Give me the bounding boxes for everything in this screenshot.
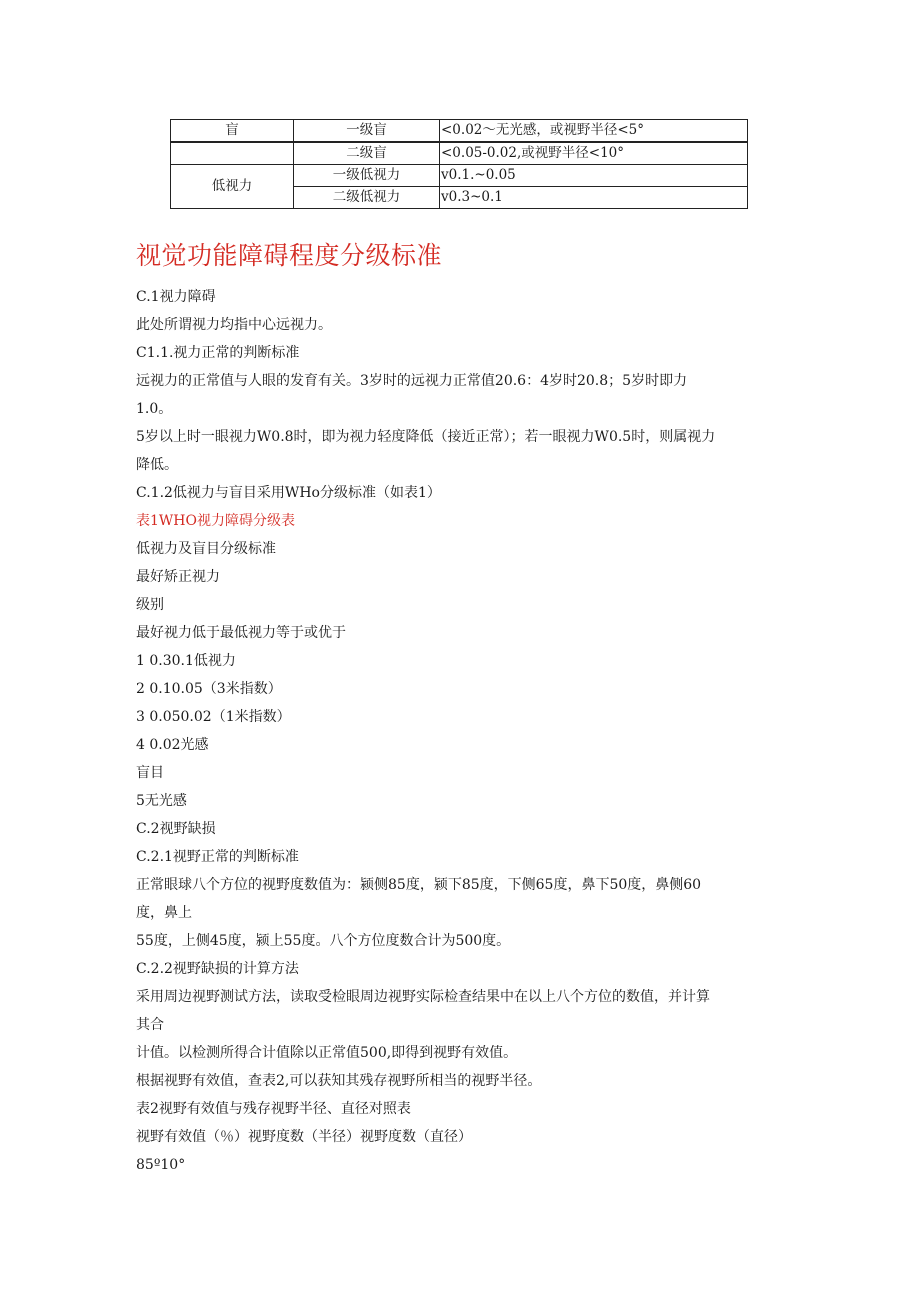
category-cell [171, 142, 294, 165]
paragraph: 此处所谓视力均指中心远视力。 [136, 317, 332, 333]
paragraph: 4 0.02光感 [136, 737, 209, 753]
value-cell: <0.05-0.02,或视野半径<10° [440, 142, 748, 165]
paragraph: 85º10° [136, 1157, 186, 1173]
paragraph: C.2.2视野缺损的计算方法 [136, 961, 299, 977]
paragraph: 降低。 [136, 457, 178, 473]
category-cell: 低视力 [171, 165, 294, 209]
paragraph: 度，鼻上 [136, 905, 192, 921]
value-cell: v0.1.~0.05 [440, 165, 748, 187]
paragraph: 5无光感 [136, 793, 187, 809]
paragraph: C.2.1视野正常的判断标准 [136, 849, 299, 865]
table-caption: 表1WHO视力障碍分级表 [136, 513, 295, 529]
paragraph: 2 0.10.05（3米指数） [136, 681, 282, 697]
paragraph: 表2视野有效值与残存视野半径、直径对照表 [136, 1101, 411, 1117]
paragraph: C.2视野缺损 [136, 821, 216, 837]
paragraph: C1.1.视力正常的判断标准 [136, 345, 300, 361]
paragraph: 55度，上侧45度，颍上55度。八个方位度数合计为500度。 [136, 933, 511, 949]
paragraph: 级别 [136, 597, 164, 613]
section-heading: 视觉功能障碍程度分级标准 [136, 241, 443, 270]
level-cell: 二级盲 [294, 142, 440, 165]
paragraph: 采用周边视野测试方法，读取受检眼周边视野实际检查结果中在以上八个方位的数值，并计算 [136, 989, 710, 1005]
paragraph: 5岁以上时一眼视力W0.8时，即为视力轻度降低（接近正常）；若一眼视力W0.5时，则属视力 [136, 429, 716, 445]
category-cell: 盲 [171, 120, 294, 143]
table-row [171, 165, 748, 187]
value-cell: <0.02～无光感，或视野半径<5° [440, 120, 748, 143]
paragraph: 根据视野有效值，查表2,可以获知其残存视野所相当的视野半径。 [136, 1073, 542, 1089]
paragraph: 其合 [136, 1017, 164, 1033]
paragraph: 视野有效值（％）视野度数（半径）视野度数（直径） [136, 1129, 472, 1145]
table-row [171, 120, 748, 143]
paragraph: 低视力及盲目分级标准 [136, 541, 276, 557]
paragraph: 最好视力低于最低视力等于或优于 [136, 625, 346, 641]
paragraph: 1 0.30.1低视力 [136, 653, 236, 669]
paragraph: C.1.2低视力与盲目采用WHo分级标准（如表1） [136, 485, 441, 501]
paragraph: 远视力的正常值与人眼的发育有关。3岁时的远视力正常值20.6：4岁时20.8；5岁时即力 [136, 373, 688, 389]
paragraph: C.1视力障碍 [136, 289, 216, 305]
level-cell: 二级低视力 [294, 187, 440, 209]
paragraph: 盲目 [136, 765, 164, 781]
paragraph: 1.0。 [136, 401, 173, 417]
level-cell: 一级低视力 [294, 165, 440, 187]
table-row [171, 142, 748, 165]
grading-table [170, 119, 748, 209]
paragraph: 正常眼球八个方位的视野度数值为：颍侧85度，颍下85度，下侧65度，鼻下50度，鼻侧60 [136, 877, 702, 893]
level-cell: 一级盲 [294, 120, 440, 143]
paragraph: 计值。以检测所得合计值除以正常值500,即得到视野有效值。 [136, 1045, 518, 1061]
paragraph: 最好矫正视力 [136, 569, 220, 585]
value-cell: v0.3~0.1 [440, 187, 748, 209]
paragraph: 3 0.050.02（1米指数） [136, 709, 291, 725]
